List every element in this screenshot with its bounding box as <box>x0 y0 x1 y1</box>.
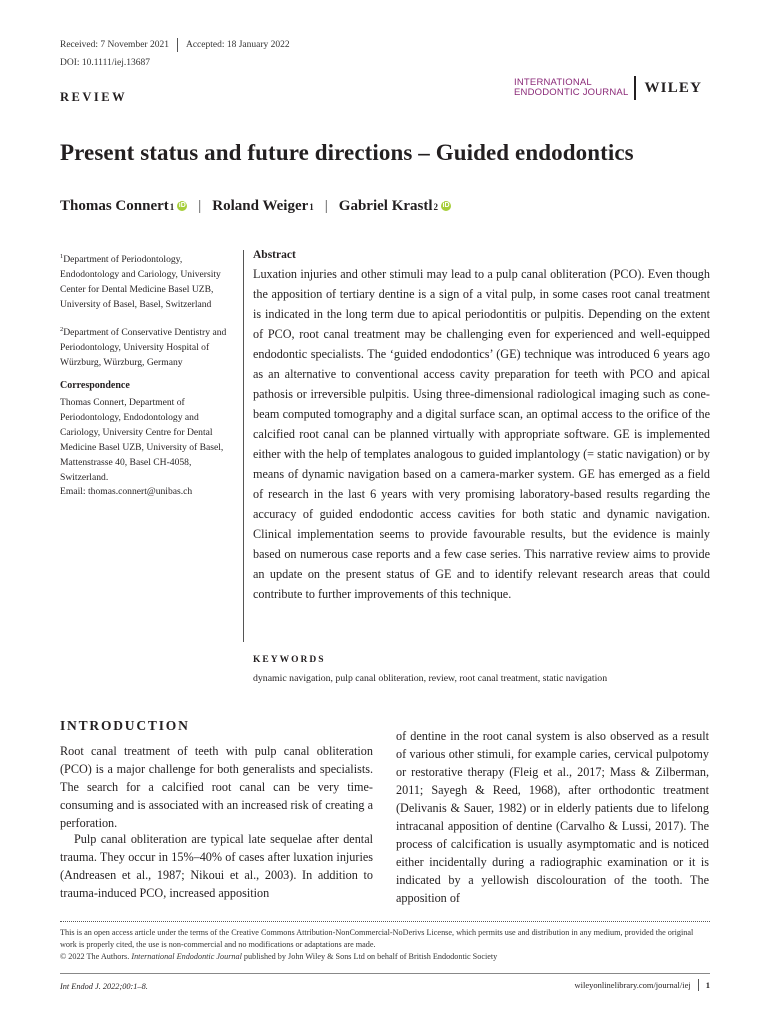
body-paragraph: Root canal treatment of teeth with pulp canal obliteration (PCO) is a major challenge for both generalists and specialists. The search for a calcified root canal can be very time-consuming and is associated with an increased risk of creating a perforation. <box>60 744 373 830</box>
keywords-heading: KEYWORDS <box>253 655 326 665</box>
orcid-icon[interactable]: iD <box>178 202 186 209</box>
author-separator: | <box>324 198 328 214</box>
body-paragraph: Pulp canal obliteration are typical late sequelae after dental trauma. They occur in 15%–40% of cases after luxation injuries (Andreasen et al., 1987; Nikoui et al., 2003). In addition to trauma-induced PCO, increased apposition <box>60 832 373 900</box>
abstract-divider <box>243 250 244 642</box>
affiliation-mark: 1 <box>60 253 64 260</box>
license-text: This is an open access article under the terms of the Creative Commons Attribution-NonCommercial-NoDerivs License, which permits use and distribution in any medium, provided the original work is properly cited, the use is non-commercial and no modifications or adaptations are made. <box>60 928 694 949</box>
author-name: Roland Weiger <box>212 198 309 214</box>
footer-citation: Int Endod J. 2022;00:1–8. <box>60 982 148 991</box>
author-affiliation-mark: 2 <box>433 201 439 212</box>
journal-name-line1: INTERNATIONAL <box>514 77 592 88</box>
article-title: Present status and future directions – Guided endodontics <box>60 140 634 165</box>
copyright-prefix: © 2022 The Authors. <box>60 952 132 961</box>
abstract-heading: Abstract <box>253 249 296 261</box>
doi[interactable]: DOI: 10.1111/iej.13687 <box>60 58 150 68</box>
affiliation <box>60 249 240 312</box>
affiliation-mark: 2 <box>60 326 64 333</box>
copyright-suffix: published by John Wiley & Sons Ltd on behalf of British Endodontic Society <box>241 952 498 961</box>
author-name: Gabriel Krastl <box>338 198 433 214</box>
license-notice <box>60 927 710 963</box>
footer-url[interactable]: wileyonlinelibrary.com/journal/iej <box>574 980 691 990</box>
received-date: Received: 7 November 2021 <box>60 40 169 50</box>
author-separator: | <box>198 198 202 214</box>
accepted-date: Accepted: 18 January 2022 <box>185 40 290 50</box>
page-number: 1 <box>705 980 710 990</box>
author-list <box>60 198 451 215</box>
author-name: Thomas Connert <box>60 198 169 214</box>
body-paragraph: of dentine in the root canal system is also observed as a result of various other stimuli, for example caries, cervical pulpotomy or restorative therapy (Fleig et al., 2017; Mass & Zilberman, 2011; Sayegh & Reed, 1968), after orthodontic treatment (Delivanis & Sauer, 1982) or in elderly patients due to lifelong intracanal apposition of dentine (Carvalho & Lussi, 2017). The process of calcification is usually asymptomatic and is noticed either incidentally during a radiographic examination or it is indicated by a yellowish discolouration of the tooth. The apposition of <box>396 729 709 905</box>
brand-divider <box>634 76 636 100</box>
author-affiliation-mark: 1 <box>169 201 175 212</box>
journal-logo <box>514 78 628 98</box>
introduction-heading: INTRODUCTION <box>60 718 190 733</box>
correspondence-address: Thomas Connert, Department of Periodontology, Endodontology and Cariology, University Centre for Dental Medicine Basel UZB, University of Basel, Mattenstrasse 40, Basel CH-4058, Switzerland. <box>60 397 224 483</box>
abstract-text: Luxation injuries and other stimuli may lead to a pulp canal obliteration (PCO). Even though the apposition of tertiary dentine is a sign of a vital pulp, in some cases root canal treatment is indicated in the long term due to apical periodontitis or pulpitis. Depending on the extent of PCO, root canal treatment may be challenging even for experienced and well-equipped endodontic specialists. The ‘guided endodontics’ (GE) technique was introduced 6 years ago as an alternative to conventional access cavity preparation for teeth with PCO and apical pathosis or irreversible pulpitis. Using three-dimensional radiological imaging such as cone-beam computed tomography and a digital surface scan, an optimal access to the orifice of the calcified root canal can be planned virtually with appropriate software. GE is implemented either with the help of templates analogous to guided implantology (= static navigation) or by means of dynamic navigation based on a camera-marker system. GE has emerged as a field of research in the last 6 years with very promising laboratory-based results regarding the accuracy of guided endodontic access cavities for both static and dynamic navigation. Clinical implementation seems to provide favourable results, but the evidence is mainly based on numerous case reports and a few case series. This narrative review aims to provide an update on the present status of GE and to identify relevant research areas that could contribute to further improvements of this technique. <box>253 267 710 601</box>
license-divider <box>60 921 710 922</box>
affiliation-text: Department of Periodontology, Endodontology and Cariology, University Center for Dental Medicine Basel UZB, University of Basel, Basel, Switzerland <box>60 254 221 311</box>
journal-name-line2: ENDODONTIC JOURNAL <box>514 87 629 98</box>
section-label: REVIEW <box>60 90 128 104</box>
affiliation-text: Department of Conservative Dentistry and Periodontology, University Hospital of Würzburg, Würzburg, Germany <box>60 327 227 369</box>
copyright-journal: International Endodontic Journal <box>131 952 242 961</box>
publisher-logo: WILEY <box>644 79 703 96</box>
orcid-icon[interactable]: iD <box>442 202 450 209</box>
footer-right <box>574 979 710 991</box>
footer-separator <box>698 979 699 991</box>
journal-brand <box>514 76 702 100</box>
footer-divider <box>60 973 710 974</box>
correspondence-email[interactable]: Email: thomas.connert@unibas.ch <box>60 486 193 497</box>
divider <box>177 38 178 52</box>
correspondence-heading: Correspondence <box>60 380 130 391</box>
copyright-line <box>60 951 710 963</box>
article-history <box>60 38 290 52</box>
affiliation <box>60 322 240 370</box>
author-affiliation-mark: 1 <box>309 201 314 212</box>
keywords-list: dynamic navigation, pulp canal obliteration, review, root canal treatment, static navigation <box>253 673 608 684</box>
